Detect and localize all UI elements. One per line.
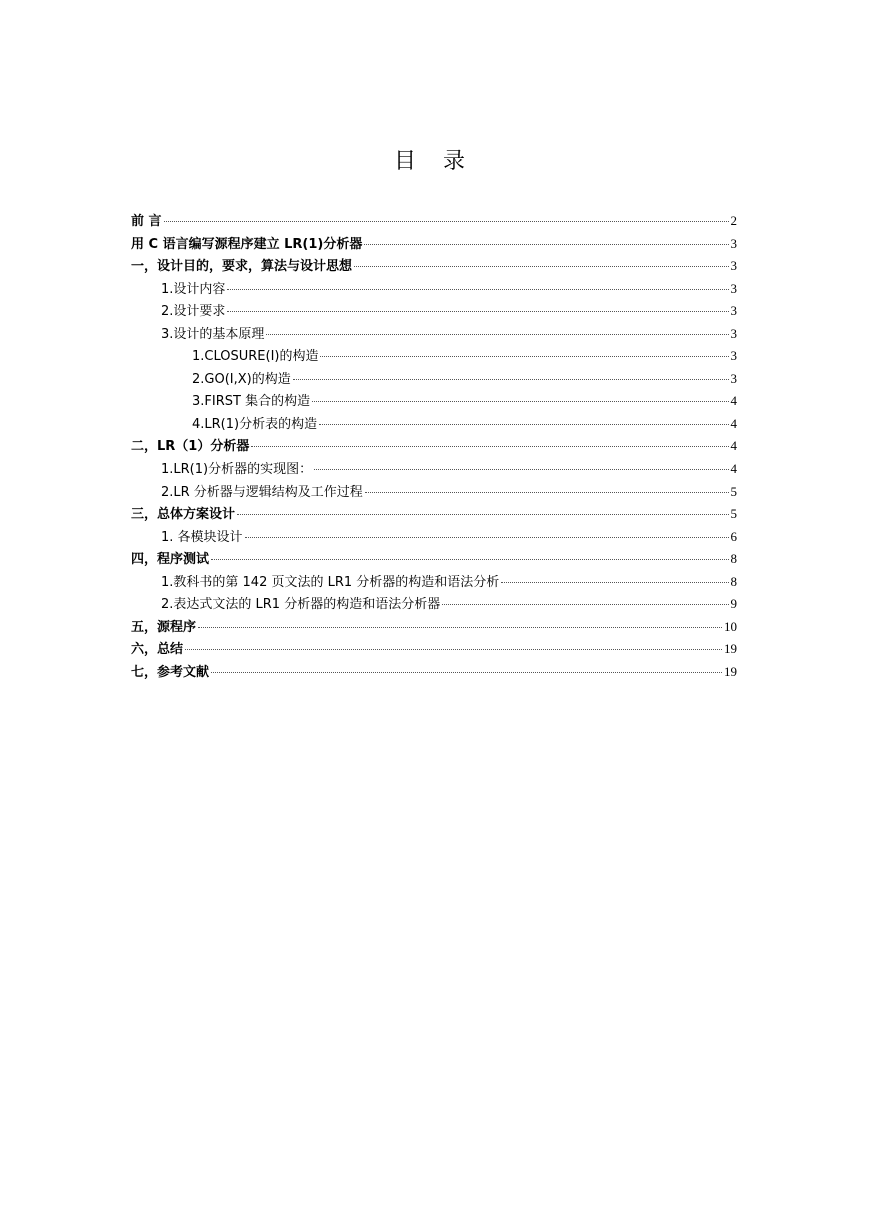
toc-entry-label: 1.教科书的第 142 页文法的 LR1 分析器的构造和语法分析 <box>161 574 500 590</box>
toc-entry-page: 4 <box>730 438 737 454</box>
toc-entry-label: 1. 各模块设计 <box>161 529 243 545</box>
toc-leader-dots <box>319 416 728 425</box>
toc-leader-dots <box>227 281 728 290</box>
page-title: 目 录 <box>394 149 475 174</box>
toc-entry-page: 3 <box>730 325 737 341</box>
toc-entry[interactable] <box>131 526 737 549</box>
toc-leader-dots <box>312 393 728 402</box>
toc-entry-page: 3 <box>730 280 737 296</box>
toc-entry-page: 6 <box>730 528 737 544</box>
toc-entry-page: 19 <box>724 641 737 657</box>
toc-leader-dots <box>211 551 728 560</box>
toc-leader-dots <box>198 619 722 628</box>
toc-entry-label: 一，设计目的，要求，算法与设计思想 <box>131 259 353 275</box>
toc-entry[interactable] <box>131 548 737 571</box>
toc-entry[interactable] <box>131 368 737 391</box>
toc-entry-label: 1.CLOSURE(I)的构造 <box>192 349 319 365</box>
toc-entry[interactable] <box>131 481 737 504</box>
toc-leader-dots <box>314 461 728 470</box>
toc-entry-label: 六，总结 <box>131 642 184 658</box>
toc-entry-label: 2.GO(I,X)的构造 <box>192 371 291 387</box>
toc-entry-label: 用 C 语言编写源程序建立 LR(1)分析器 <box>131 236 363 252</box>
toc-leader-dots <box>164 213 729 222</box>
toc-leader-dots <box>442 596 728 605</box>
toc-entry[interactable] <box>131 638 737 661</box>
toc-entry[interactable] <box>131 616 737 639</box>
toc-leader-dots <box>251 438 728 447</box>
toc-entry-page: 4 <box>730 461 737 477</box>
toc-entry-page: 3 <box>730 303 737 319</box>
table-of-contents <box>131 210 737 683</box>
toc-entry-label: 4.LR(1)分析表的构造 <box>192 416 318 432</box>
toc-entry-page: 8 <box>730 551 737 567</box>
toc-entry-page: 8 <box>730 573 737 589</box>
toc-entry-page: 5 <box>730 483 737 499</box>
toc-leader-dots <box>185 641 722 650</box>
toc-leader-dots <box>320 348 728 357</box>
toc-entry[interactable] <box>131 413 737 436</box>
toc-entry-page: 4 <box>730 415 737 431</box>
toc-entry-page: 10 <box>724 618 737 634</box>
toc-entry-page: 3 <box>730 258 737 274</box>
toc-entry-page: 19 <box>724 663 737 679</box>
toc-entry[interactable] <box>131 661 737 684</box>
toc-entry[interactable] <box>131 345 737 368</box>
toc-entry-label: 2.LR 分析器与逻辑结构及工作过程 <box>161 484 363 500</box>
toc-leader-dots <box>211 664 722 673</box>
toc-leader-dots <box>227 303 728 312</box>
toc-entry[interactable] <box>131 323 737 346</box>
toc-entry[interactable] <box>131 233 737 256</box>
toc-entry-label: 2.表达式文法的 LR1 分析器的构造和语法分析器 <box>161 597 441 613</box>
toc-entry[interactable] <box>131 503 737 526</box>
toc-entry[interactable] <box>131 435 737 458</box>
toc-leader-dots <box>501 574 728 583</box>
toc-entry-label: 1.LR(1)分析器的实现图： <box>161 462 313 478</box>
toc-entry[interactable] <box>131 571 737 594</box>
toc-entry-page: 2 <box>730 213 737 228</box>
toc-entry-label: 3.FIRST 集合的构造 <box>192 394 311 410</box>
toc-entry[interactable] <box>131 300 737 323</box>
toc-leader-dots <box>365 484 729 493</box>
toc-entry-label: 2.设计要求 <box>161 304 226 320</box>
toc-leader-dots <box>237 506 728 515</box>
toc-entry-label: 三，总体方案设计 <box>131 507 236 523</box>
toc-entry-label: 五，源程序 <box>131 619 197 635</box>
toc-entry[interactable] <box>131 255 737 278</box>
toc-entry-page: 3 <box>730 370 737 386</box>
toc-entry-page: 9 <box>730 596 737 612</box>
toc-entry[interactable] <box>131 458 737 481</box>
toc-entry-label: 1.设计内容 <box>161 281 226 297</box>
toc-entry-page: 5 <box>730 506 737 522</box>
toc-leader-dots <box>293 371 729 380</box>
toc-leader-dots <box>364 236 728 245</box>
toc-entry-page: 4 <box>730 393 737 409</box>
toc-entry-page: 3 <box>730 235 737 251</box>
toc-leader-dots <box>245 529 729 538</box>
toc-leader-dots <box>266 326 728 335</box>
toc-entry-label: 四，程序测试 <box>131 552 210 568</box>
toc-entry-label: 前 言 <box>131 214 162 229</box>
toc-leader-dots <box>354 258 728 267</box>
toc-entry[interactable] <box>131 210 737 233</box>
toc-entry[interactable] <box>131 593 737 616</box>
toc-entry[interactable] <box>131 390 737 413</box>
toc-entry-label: 二，LR（1）分析器 <box>131 439 250 455</box>
toc-entry-label: 七，参考文献 <box>131 664 210 680</box>
toc-entry-label: 3.设计的基本原理 <box>161 326 265 342</box>
toc-entry-page: 3 <box>730 348 737 364</box>
toc-entry[interactable] <box>131 278 737 301</box>
